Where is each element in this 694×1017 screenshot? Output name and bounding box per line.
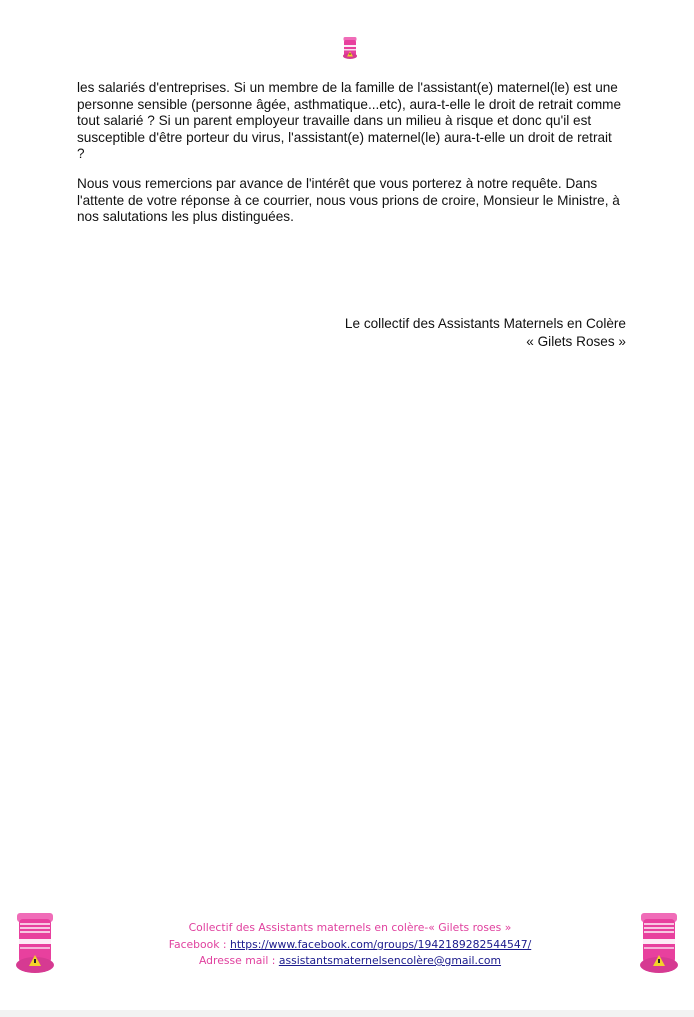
signature-line-collective: Le collectif des Assistants Maternels en Colère — [344, 316, 626, 331]
gilets-roses-badge-icon — [637, 911, 681, 975]
gilets-roses-badge-icon — [13, 911, 57, 975]
email-link[interactable]: assistantsmaternelsencolère@gmail.com — [278, 954, 502, 967]
signature-line-gilets-roses: « Gilets Roses » — [526, 333, 626, 349]
gilets-roses-logo-icon — [342, 36, 358, 60]
footer-facebook-line — [120, 937, 580, 954]
facebook-link[interactable]: https://www.facebook.com/groups/1942189282544547/ — [229, 937, 532, 951]
footer-collective-name: Collectif des Assistants maternels en colère-« Gilets roses » — [188, 921, 512, 934]
footer-email-label: Adresse mail : — [198, 954, 279, 967]
page-footer — [120, 920, 580, 970]
signature-block — [345, 315, 626, 350]
footer-email-line — [120, 953, 580, 970]
letter-paragraph-closing: Nous vous remercions par avance de l'intérêt que vous porterez à notre requête. Dans l'attente de votre réponse à ce courrier, nous vous prions de croire, Monsieur le Ministre, à nos salutations les plus distinguées. — [77, 176, 620, 225]
letter-paragraph-rights: les salariés d'entreprises. Si un membre de la famille de l'assistant(e) maternel(le) est une personne sensible (personne âgée, asthmatique...etc), aura-t-elle le droit de retrait comme tout salarié ? Si un parent employeur travaille dans un milieu à risque et donc qu'il est susceptible d'être porteur du virus, l'assistant(e) maternel(le) aura-t-elle un droit de retrait ? — [77, 80, 622, 162]
footer-facebook-label: Facebook : — [168, 937, 230, 951]
